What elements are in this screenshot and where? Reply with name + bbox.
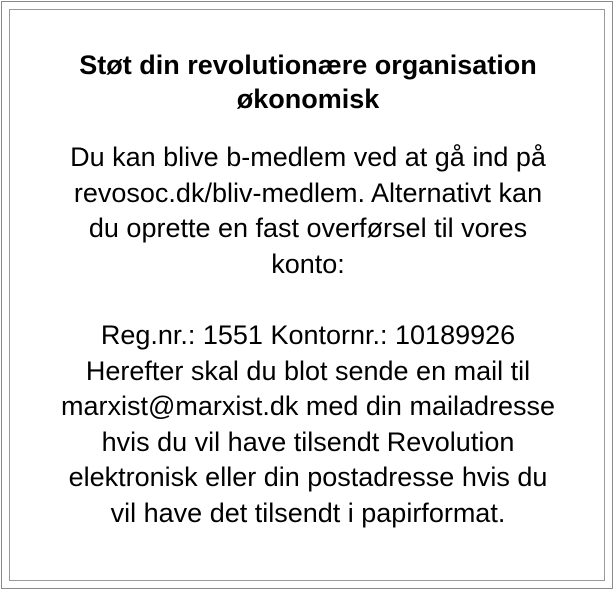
intro-line: konto: <box>271 248 345 279</box>
details-line: Herefter skal du blot sende en mail til <box>85 355 531 386</box>
intro-paragraph <box>10 140 606 282</box>
notice-box <box>10 48 606 531</box>
heading <box>10 48 606 116</box>
intro-line: du oprette en fast overførsel til vores <box>88 213 528 243</box>
details-line: elektronisk eller din postadresse hvis du <box>68 462 548 492</box>
heading-line: økonomisk <box>236 84 380 114</box>
details-paragraph <box>10 318 606 531</box>
details-line: hvis du vil have tilsendt Revolution <box>101 426 515 457</box>
email-line: marxist@marxist.dk med din mailadresse <box>60 391 556 421</box>
bank-details-line: Reg.nr.: 1551 Kontornr.: 10189926 <box>100 320 516 350</box>
details-line: vil have det tilsendt i papirformat. <box>110 497 506 528</box>
intro-line: revosoc.dk/bliv-medlem. Alternativt kan <box>73 177 543 208</box>
intro-line: Du kan blive b-medlem ved at gå ind på <box>70 142 546 172</box>
heading-line: Støt din revolutionære organisation <box>79 50 537 80</box>
